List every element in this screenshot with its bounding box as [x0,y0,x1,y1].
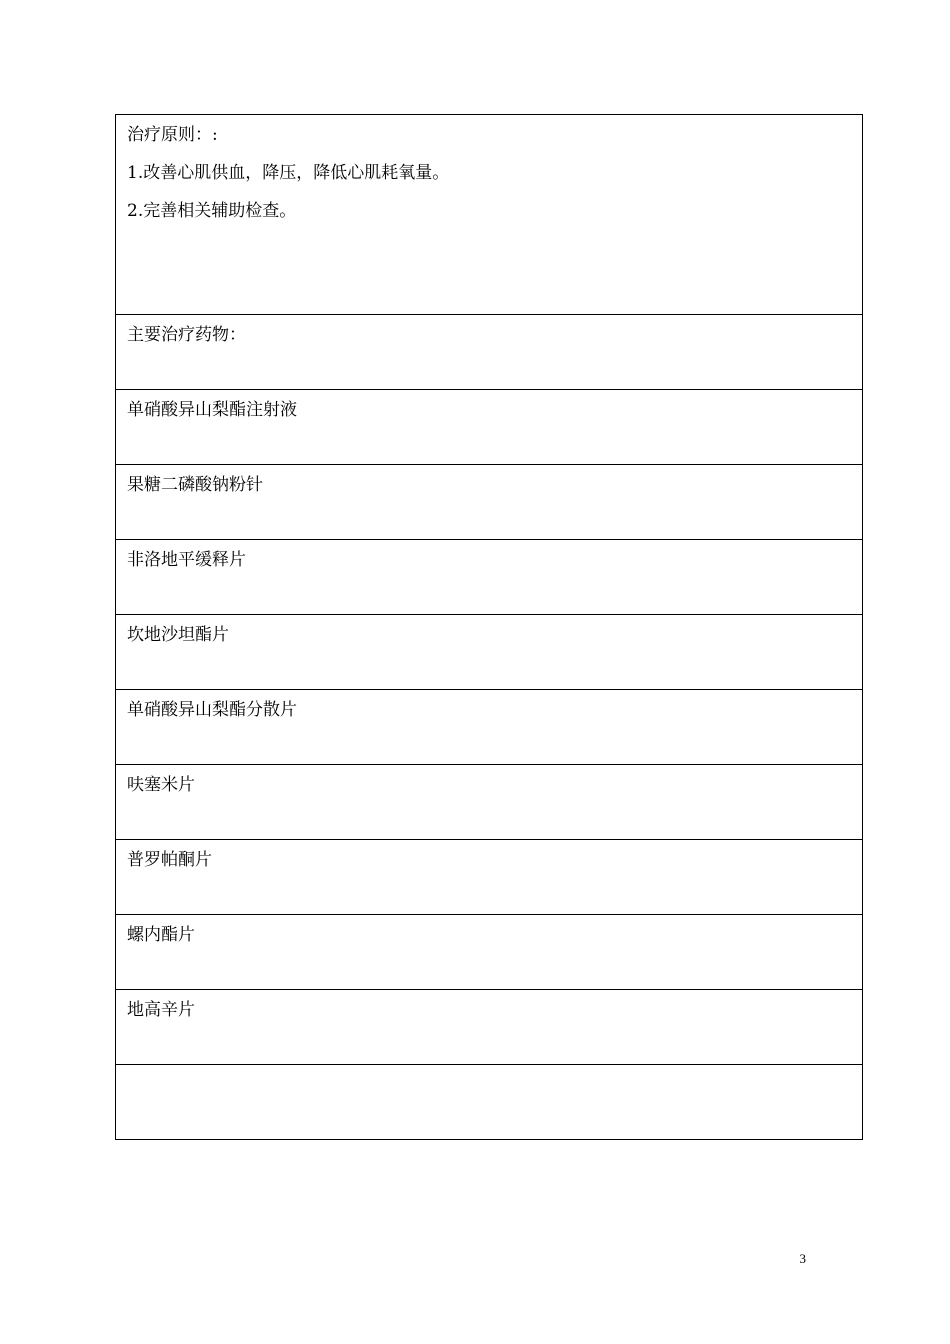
medication-name: 坎地沙坦酯片 [127,625,229,645]
principles-cell [116,115,863,315]
medication-name: 非洛地平缓释片 [127,550,246,570]
empty-cell [116,1065,863,1140]
medication-cell [116,915,863,990]
medication-row [116,690,863,765]
medication-row [116,540,863,615]
medication-cell [116,615,863,690]
medication-name: 单硝酸异山梨酯分散片 [127,700,297,720]
medication-row [116,765,863,840]
medication-cell [116,840,863,915]
principles-heading: 治疗原则：: [127,125,218,145]
empty-row [116,1065,863,1140]
principle-item-1: 1.改善心肌供血，降压，降低心肌耗氧量。 [127,163,450,183]
medication-name: 螺内酯片 [127,925,195,945]
medication-row [116,465,863,540]
medication-name: 普罗帕酮片 [127,850,212,870]
medication-cell [116,765,863,840]
medication-row [116,615,863,690]
medication-name: 单硝酸异山梨酯注射液 [127,400,297,420]
medication-name: 地高辛片 [127,1000,195,1020]
medication-cell [116,690,863,765]
principle-item-2: 2.完善相关辅助检查。 [127,201,297,221]
principles-row [116,115,863,315]
medications-heading: 主要治疗药物： [127,325,246,345]
medication-cell [116,465,863,540]
medication-cell [116,390,863,465]
medications-heading-row [116,315,863,390]
treatment-table [115,114,863,1140]
medication-cell [116,990,863,1065]
medications-heading-cell [116,315,863,390]
medication-name: 呋塞米片 [127,775,195,795]
medication-row [116,390,863,465]
medication-row [116,990,863,1065]
medication-row [116,840,863,915]
medication-name: 果糖二磷酸钠粉针 [127,475,263,495]
medication-cell [116,540,863,615]
page-number: 3 [799,1251,806,1266]
medication-row [116,915,863,990]
